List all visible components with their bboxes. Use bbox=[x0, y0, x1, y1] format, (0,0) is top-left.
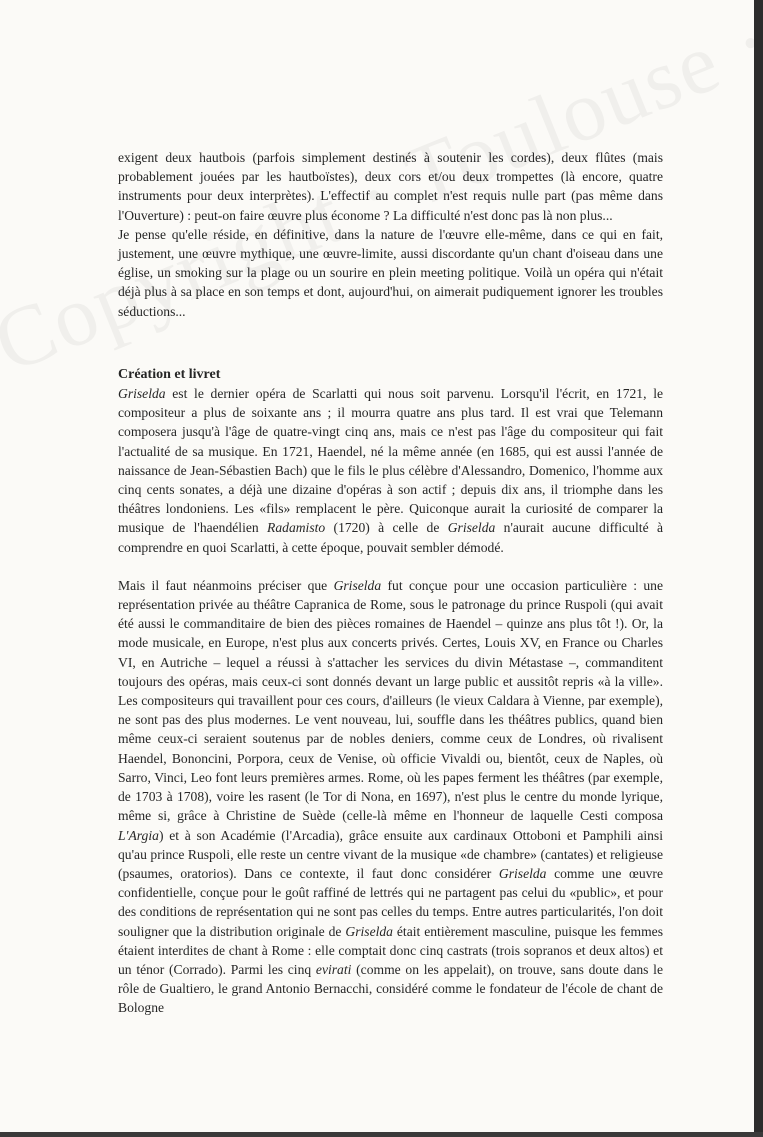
work-title: Griselda bbox=[118, 386, 166, 402]
work-title: Griselda bbox=[345, 923, 393, 939]
work-title: Griselda bbox=[447, 520, 496, 536]
paragraph-intro-2: Je pense qu'elle réside, en définitive, dans la nature de l'œuvre elle-même, dans ce qui en fait, justement, une œuvre mythique, une œuvre-limite, aussi discordante qu'un chant d'oiseau dans une église, un smoking sur la plage ou un sourire en plein meeting politique. Voilà un opéra qui n'était déjà plus à sa place en son temps et dont, aujourd'hui, on aimerait pudiquement ignorer les troubles séductions... bbox=[118, 226, 663, 319]
work-title: L'Argia bbox=[118, 827, 159, 843]
paragraph-intro-1: exigent deux hautbois (parfois simplement destinés à soutenir les cordes), deux flûtes (mais probablement jouées par les hautboïstes), deux cors et/ou deux trompettes (là encore, quatre instruments pour deux interprètes). L'effectif au complet n'est requis nulle part (pas même dans l'Ouverture) : peut-on faire œuvre plus économe ? La difficulté n'est donc pas là non plus... bbox=[118, 150, 663, 223]
work-title: Griselda bbox=[498, 865, 547, 881]
scan-edge-right bbox=[754, 0, 763, 1137]
section-spacer bbox=[118, 343, 663, 365]
paragraph-creation-1: Griselda est le dernier opéra de Scarlatti qui nous soit parvenu. Lorsqu'il l'écrit, en 1721, le compositeur a plus de soixante ans ; il mourra quatre ans plus tard. Il est vrai que Telemann composera jusqu'à l'âge de quatre-vingt cinq ans, mais ce n'est pas l'âge du compositeur qui fait l'actualité de sa musique. En 1721, Haendel, né la même année (en 1685, qui est aussi l'année de naissance de Jean-Sébastien Bach) que le fils le plus célèbre d'Alessandro, Domenico, l'homme aux cinq cents sonates, a déjà une dizaine d'opéras à son actif ; depuis dix ans, il triomphe dans les théâtres londoniens. Les «fils» remplacent le père. Quiconque aurait la curiosité de comparer la musique de l'haendélien Radamisto (1720) à celle de Griselda n'aurait aucune difficulté à comprendre en quoi Scarlatti, à cette époque, pouvait sembler démodé. bbox=[118, 386, 663, 555]
section-spacer bbox=[118, 321, 663, 343]
section-heading: Création et livret bbox=[118, 366, 221, 382]
work-title: Radamisto bbox=[267, 520, 326, 536]
work-title: Griselda bbox=[333, 577, 382, 593]
paragraph-creation-2: Mais il faut néanmoins préciser que Griselda fut conçue pour une occasion particulière : une représentation privée au théâtre Capranica de Rome, sous le patronage du prince Ruspoli (qui avait été aussi le commanditaire de bien des pièces romaines de Haendel – quinze ans plus tôt !). Or, la mode musicale, en Europe, n'est plus aux concerts privés. Certes, Louis XV, en France ou Charles VI, en Autriche – lequel a réussi à s'attacher les services du divin Métastase –, commanditent toujours des opéras, mais ceux-ci sont donnés devant un large public et aussitôt repris «à la ville». Les compositeurs qui travaillent pour ces cours, d'ailleurs (le vieux Caldara à Vienne, par exemple), ne sont pas des plus modernes. Le vent nouveau, lui, souffle dans les théâtres publics, quand bien même ceux-ci seraient soutenus par de nobles deniers, comme ceux de Londres, où rivalisent Haendel, Bononcini, Porpora, ceux de Venise, où officie Vivaldi ou, bientôt, ceux de Naples, où Sarro, Vinci, Leo font leurs premières armes. Rome, où les papes ferment les théâtres (par exemple, de 1703 à 1708), voire les rasent (le Tor di Nona, en 1697), n'est plus le centre du monde lyrique, même si, grâce à Christine de Suède (celle-là même en l'honneur de laquelle Cesti composa L'Argia) et à son Académie (l'Arcadia), grâce ensuite aux cardinaux Ottoboni et Pamphili ainsi qu'au prince Ruspoli, elle reste un centre vivant de la musique «de chambre» (cantates) et religieuse (psaumes, oratorios). Dans ce contexte, il faut donc considérer Griselda comme une œuvre confidentielle, conçue pour le goût raffiné de lettrés qui ne partagent pas celui du «public», et pour des conditions de représentation qui ne sont pas celles du temps. Entre autres particularités, l'on doit souligner que la distribution originale de Griselda était entièrement masculine, puisque les femmes étaient interdites de chant à Rome : elle comptait donc cinq castrats (trois sopranos et deux altos) et un ténor (Corrado). Parmi les cinq evirati (comme on les appelait), on trouve, sans doute dans le rôle de Gualtiero, le grand Antonio Bernacchi, considéré comme le fondateur de l'école de chant de Bologne bbox=[118, 577, 663, 1016]
italic-term: evirati bbox=[315, 961, 352, 977]
paragraph-spacer bbox=[118, 557, 663, 576]
scan-edge-bottom bbox=[0, 1132, 763, 1137]
text-column bbox=[118, 148, 663, 1018]
